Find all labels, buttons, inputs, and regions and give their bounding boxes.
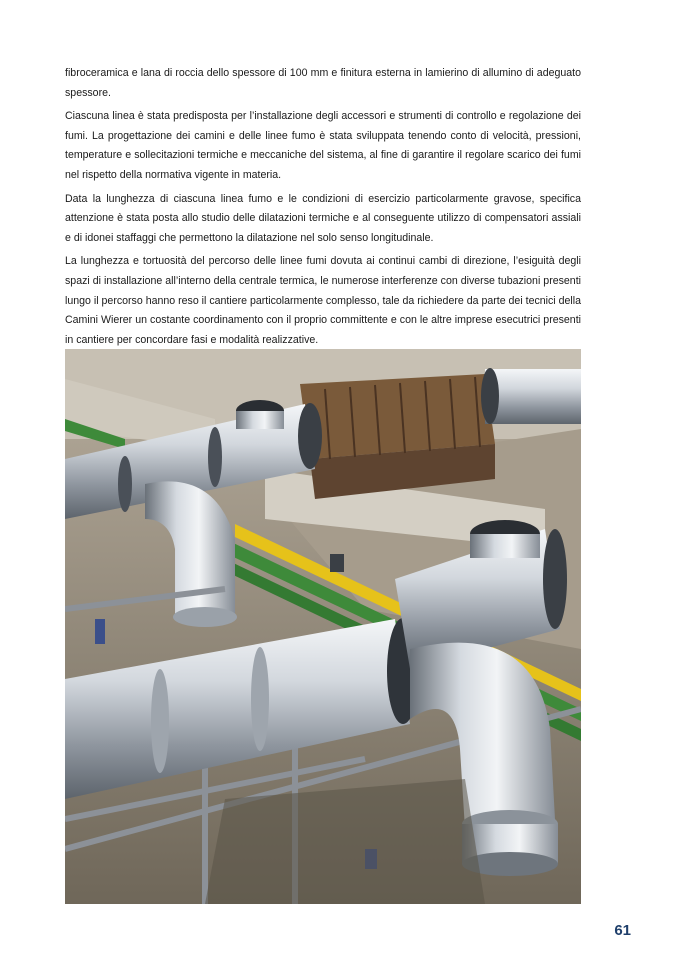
flue-pipes-photo bbox=[65, 349, 581, 904]
paragraph-3: Data la lunghezza di ciascuna linea fumo e le condizioni di esercizio particolarmente gravose, specifica attenzione è stata posta allo studio delle dilatazioni termiche e al conseguente utilizzo di compensatori assiali e di idonei staffaggi che permettono la dilatazione nel solo senso longitudinale. bbox=[65, 192, 581, 244]
paragraph-1: fibroceramica e lana di roccia dello spessore di 100 mm e finitura esterna in lamierino di allumino di adeguato spessore. bbox=[65, 67, 581, 99]
page-number: 61 bbox=[614, 922, 631, 939]
paragraph-2: Ciascuna linea è stata predisposta per l’installazione degli accessori e strumenti di controllo e regolazione dei fumi. La progettazione dei camini e delle linee fumo è stata sviluppata tenendo conto di velocità, pressioni, temperature e sollecitazioni termiche e meccaniche del sistema, al fine di garantire il regolare scarico dei fumi nel rispetto della normativa vigente in materia. bbox=[65, 110, 581, 181]
body-text bbox=[65, 64, 581, 354]
paragraph-4: La lunghezza e tortuosità del percorso delle linee fumi dovuta ai continui cambi di direzione, l’esiguità degli spazi di installazione all’interno della centrale termica, le numerose interferenze con diverse tubazioni presenti lungo il percorso hanno reso il cantiere particolarmente complesso, tale da richiedere da parte dei tecnici della Camini Wierer un costante coordinamento con il proprio committente e con le altre imprese esecutrici presenti in cantiere per concordare fasi e modalità realizzative. bbox=[65, 255, 581, 346]
